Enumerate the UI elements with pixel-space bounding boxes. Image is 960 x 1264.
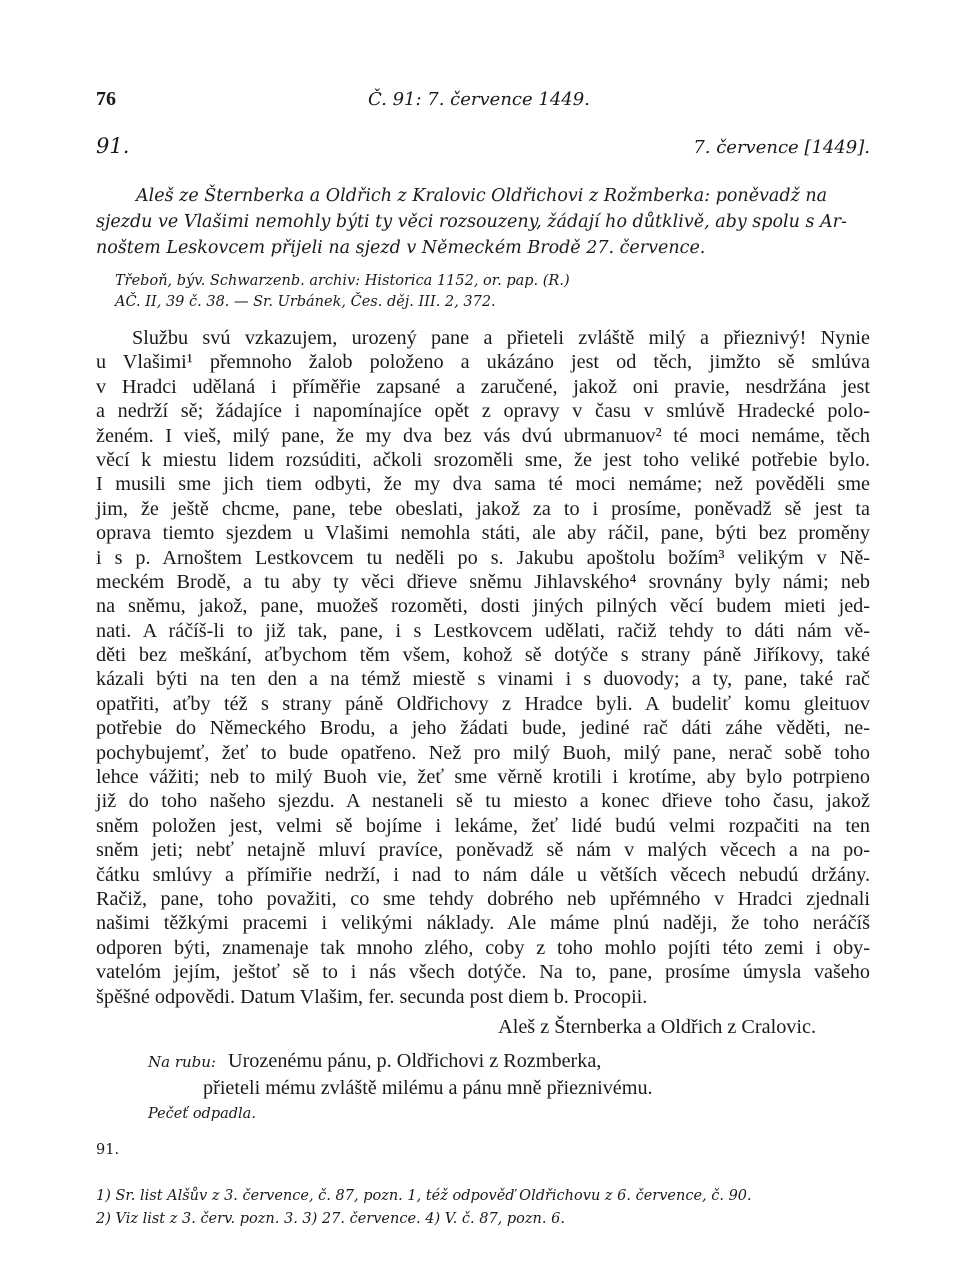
text-line: ženém. I vieš, milý pane, že my dva bez vás dvú ubrmanuov² té moci nemáme, těch <box>96 424 870 447</box>
text-line: sněm jeti; nebť netajně mluví pravíce, poněvadž sě nám v malých věcech a na po- <box>96 839 870 862</box>
text-line: špěšné odpovědi. Datum Vlašim, fer. secunda post diem b. Procopii. <box>96 985 648 1008</box>
footnote-line <box>96 1139 870 1208</box>
text-line: meckém Brodě, a tu aby ty věci dřieve sněmu Jihlavského⁴ srovnány byly námi; neb <box>96 570 870 593</box>
text-line: u Vlašimi¹ přemnoho žalob položeno a ukázáno jest od těch, jimžto sě smlúva <box>96 351 870 374</box>
text-line: I musili sme jich tiem odbyti, že my dva sama té moci nemáme; než pověděli sme <box>96 473 870 496</box>
footnote-text: 1) Sr. list Alšův z 3. července, č. 87, pozn. 1, též odpověď Oldřichovu z 6. července, č. 90. <box>96 1188 752 1204</box>
text-line: na sněmu, jakož, pane, muožeš rozoměti, dosti jiných pilných věcí budem mieti jed- <box>96 595 870 618</box>
address-block <box>148 1048 848 1101</box>
text-line: věcí k miestu lidem rozsúditi, ačkoli srozoměli sme, že jest toho veliké potřebie bylo. <box>96 448 870 471</box>
text-line: lehce vážiti; neb to milý Buoh vie, žeť sme věrně krotili i krotíme, aby bylo potrpieno <box>96 766 870 789</box>
summary-line: Aleš ze Šternberka a Oldřich z Kralovic Oldřichovi z Rožmberka: poněvadž na <box>136 186 828 206</box>
text-line: již do toho našeho sjezdu. A nestaneli sě tu miesto a konec dřieve toho času, jakož <box>96 790 870 813</box>
text-line: v Hradci udělaná i příměřie zapsané a zaručené, jakož oni pravie, nesdržána jest <box>96 375 870 398</box>
source-line: AČ. II, 39 č. 38. — Sr. Urbánek, Čes. děj. III. 2, 372. <box>115 294 496 310</box>
text-line: našimi těžkými pracemi i velikými náklady. Ale máme plnú naději, že toho neráčíš <box>96 912 870 935</box>
text-line: oprava tiemto sjezdem u Vlašimi nemohla státi, ale aby ráčil, pane, býti bez proměny <box>96 522 870 545</box>
text-line: kázali býti na ten den a na témž miestě s vinami i s duovody; a ty, pane, také rač <box>96 668 870 691</box>
text-line: a nedrží sě; žádajíce i napomínajíce opět z opravy v času v smlúvě Hradecké polo- <box>96 400 870 423</box>
regest-summary <box>96 183 870 261</box>
text-line: vatelóm jejím, ještoť sě to i nás všech dotýče. Na to, pane, prosíme úmysla vašeho <box>96 961 870 984</box>
text-line: jim, že ještě chcme, pane, tebe obeslati, jakož za to i prosíme, poněvadž sě jest ta <box>96 497 870 520</box>
address-label: Na rubu: <box>148 1053 216 1071</box>
text-line: odporen býti, znamenaje tak mnoho zlého, coby z toho mohlo pojíti této zemi i oby- <box>96 936 870 959</box>
text-line: sněm položen jest, velmi sě bojíme i lekáme, žeť lidé budú velmi rozpačiti na ten <box>96 814 870 837</box>
text-line: nati. A ráčíš-li to již tak, pane, i s Lestkovcem udělati, račiž tehdy to dáti nám vě- <box>96 619 870 642</box>
page-number: 76 <box>96 88 116 110</box>
text-line: Službu svú vzkazujem, urozený pane a přieteli zvláště milý a přieznivý! Nynie <box>132 327 870 349</box>
address-line: Urozenému pánu, p. Oldřichovi z Rozmberka, <box>228 1050 602 1072</box>
source-line: Třeboň, býv. Schwarzenb. archiv: Historica 1152, or. pap. (R.) <box>115 273 570 289</box>
document-date: 7. července [1449]. <box>693 137 870 158</box>
address-row <box>148 1048 848 1075</box>
text-line: Račiž, pane, toho považiti, co sme tehdy dobrého neb upřémného v Hradci zjednali <box>96 887 870 910</box>
text-line: čátku smlúvy a přímiřie nedrží, i nad to nám dále u větších věcech nebudú držány. <box>96 863 870 886</box>
text-line: i s p. Arnoštem Lestkovcem tu neděli po s. Jakubu apoštolu božím³ velikým v Ně- <box>96 546 870 569</box>
source-references <box>96 271 870 313</box>
footnote-number: 91. <box>96 1142 120 1158</box>
text-line: potřebie do Německého Brodu, a jeho žádati bude, jediné rač dáti záhe věděti, ne- <box>96 717 870 740</box>
text-line: děti bez meškání, aťbychom těm všem, kohož sě dotýče s strany páně Jiříkovy, také <box>96 644 870 667</box>
address-line: přieteli mému zvláště milému a pánu mně přieznivému. <box>203 1077 653 1099</box>
letter-text <box>96 326 870 1009</box>
summary-line: sjezdu ve Vlašimi nemohly býti ty věci rozsouzeny, žádají ho důtklivě, aby spolu s Ar- <box>96 212 847 232</box>
footnotes <box>96 1139 870 1231</box>
document-page <box>96 0 870 1264</box>
text-line: pochybujemť, žeť to bude opatřeno. Než pro milý Buoh, milý pane, nerač sobě toho <box>96 741 870 764</box>
document-number: 91. <box>96 134 130 158</box>
running-head: Č. 91: 7. července 1449. <box>368 89 590 110</box>
signature: Aleš z Šternberka a Oldřich z Cralovic. <box>498 1016 816 1038</box>
seal-note: Pečeť odpadla. <box>148 1106 256 1122</box>
footnote-line: 2) Viz list z 3. červ. pozn. 3. 3) 27. července. 4) V. č. 87, pozn. 6. <box>96 1211 565 1227</box>
text-line: opatřiti, aťby též s strany páně Oldřichovy z Hradce byli. A budeliť komu gleituov <box>96 692 870 715</box>
summary-line: noštem Leskovcem přijeli na sjezd v Německém Brodě 27. července. <box>96 238 706 258</box>
